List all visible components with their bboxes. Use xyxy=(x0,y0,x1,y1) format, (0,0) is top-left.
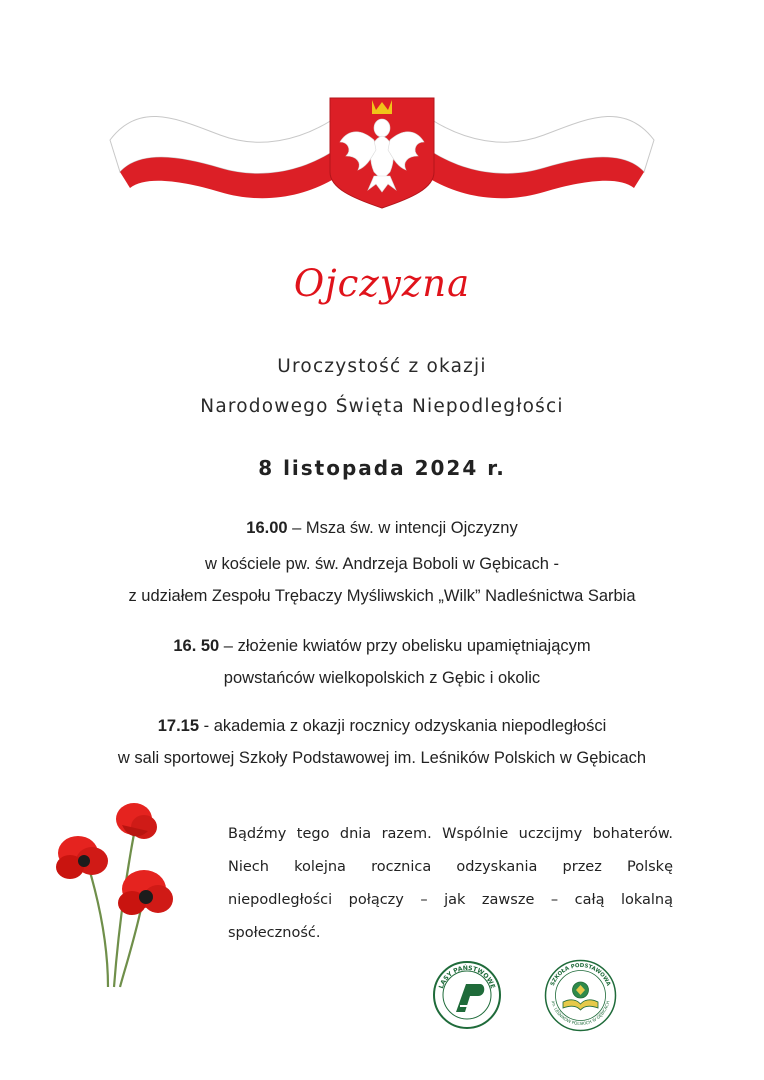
program-text: – Msza św. w intencji Ojczyzny xyxy=(287,519,518,537)
poppy-flowers-icon xyxy=(48,795,188,990)
event-date: 8 listopada 2024 r. xyxy=(258,456,506,480)
program-item-2-line-2: powstańców wielkopolskich z Gębic i okolic xyxy=(223,669,541,687)
page-title: Ojczyzna xyxy=(293,262,471,305)
program-item-1-line-2: w kościele pw. św. Andrzeja Boboli w Gębicach - xyxy=(204,555,559,573)
program-item-3-line-2: w sali sportowej Szkoły Podstawowej im. Leśników Polskich w Gębicach xyxy=(117,749,647,767)
forest-logo-icon xyxy=(432,960,502,1030)
program-time: 16.00 xyxy=(246,519,288,537)
school-logo-text-bottom: im. LEŚNIKÓW POLSKICH W GĘBICACH xyxy=(550,1000,611,1027)
program-text: – złożenie kwiatów przy obelisku upamiętniającym xyxy=(219,637,591,655)
program-time: 16. 50 xyxy=(173,637,220,655)
program-item-1-line-1 xyxy=(0,518,764,538)
program-time: 17.15 xyxy=(157,717,200,735)
program-item-1-line-3: z udziałem Zespołu Trębaczy Myśliwskich „Wilk” Nadleśnictwa Sarbia xyxy=(128,587,636,605)
polish-emblem-ribbon-icon xyxy=(100,80,664,210)
closing-paragraph: Bądźmy tego dnia razem. Wspólnie uczcijmy bohaterów. Niech kolejna rocznica odzyskania przez Polskę niepodległości połączy – jak zawsze – całą lokalną społeczność. xyxy=(228,826,673,941)
subtitle-line-2: Narodowego Święta Niepodległości xyxy=(200,396,564,417)
program-text: - akademia z okazji rocznicy odzyskania niepodległości xyxy=(199,717,607,735)
program-item-2-line-1 xyxy=(0,636,764,656)
program-item-3-line-1 xyxy=(0,716,764,736)
school-logo-icon xyxy=(543,958,618,1033)
subtitle-line-1: Uroczystość z okazji xyxy=(277,356,487,377)
school-logo-text-top: SZKOŁA PODSTAWOWA xyxy=(549,962,612,987)
lasy-logo-text: LASY PAŃSTWOWE xyxy=(437,964,497,990)
